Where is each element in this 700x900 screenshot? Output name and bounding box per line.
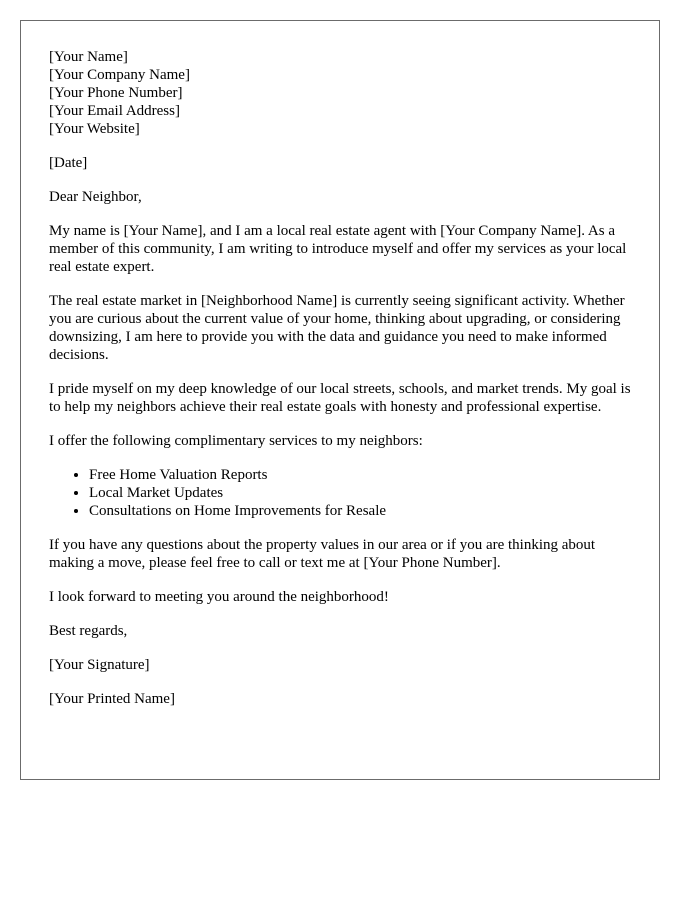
signature: [Your Signature] — [49, 657, 150, 673]
closing-line: I look forward to meeting you around the neighborhood! — [49, 589, 389, 605]
knowledge-paragraph: I pride myself on my deep knowledge of our local streets, schools, and market trends. My goal is to help my neighbors achieve their real estate goals with honesty and professional expertise. — [49, 381, 631, 415]
signoff: Best regards, — [49, 623, 128, 639]
market-paragraph: The real estate market in [Neighborhood Name] is currently seeing significant activity. Whether you are curious about the current value of your home, thinking about upgrading, or considering downsizing, I am here to provide you with the data and guidance you need to make informed decisions. — [49, 293, 625, 363]
services-intro: I offer the following complimentary services to my neighbors: — [49, 433, 423, 449]
sender-name: [Your Name] — [49, 49, 128, 65]
sender-company: [Your Company Name] — [49, 67, 190, 83]
printed-name: [Your Printed Name] — [49, 691, 175, 707]
contact-paragraph: If you have any questions about the property values in our area or if you are thinking about making a move, please feel free to call or text me at [Your Phone Number]. — [49, 537, 596, 571]
sender-phone: [Your Phone Number] — [49, 85, 183, 101]
salutation: Dear Neighbor, — [49, 189, 142, 205]
letter-page — [20, 20, 660, 780]
services-list — [49, 466, 631, 520]
sender-website: [Your Website] — [49, 121, 140, 137]
letter-date: [Date] — [49, 155, 88, 171]
list-item: • Free Home Valuation Reports — [89, 466, 631, 484]
list-item: • Consultations on Home Improvements for Resale — [89, 502, 631, 520]
list-item: • Local Market Updates — [89, 484, 631, 502]
sender-block — [49, 48, 631, 138]
sender-email: [Your Email Address] — [49, 103, 180, 119]
intro-paragraph: My name is [Your Name], and I am a local real estate agent with [Your Company Name]. As a member of this community, I am writing to introduce myself and offer my services as your local real estate expert. — [49, 223, 627, 275]
